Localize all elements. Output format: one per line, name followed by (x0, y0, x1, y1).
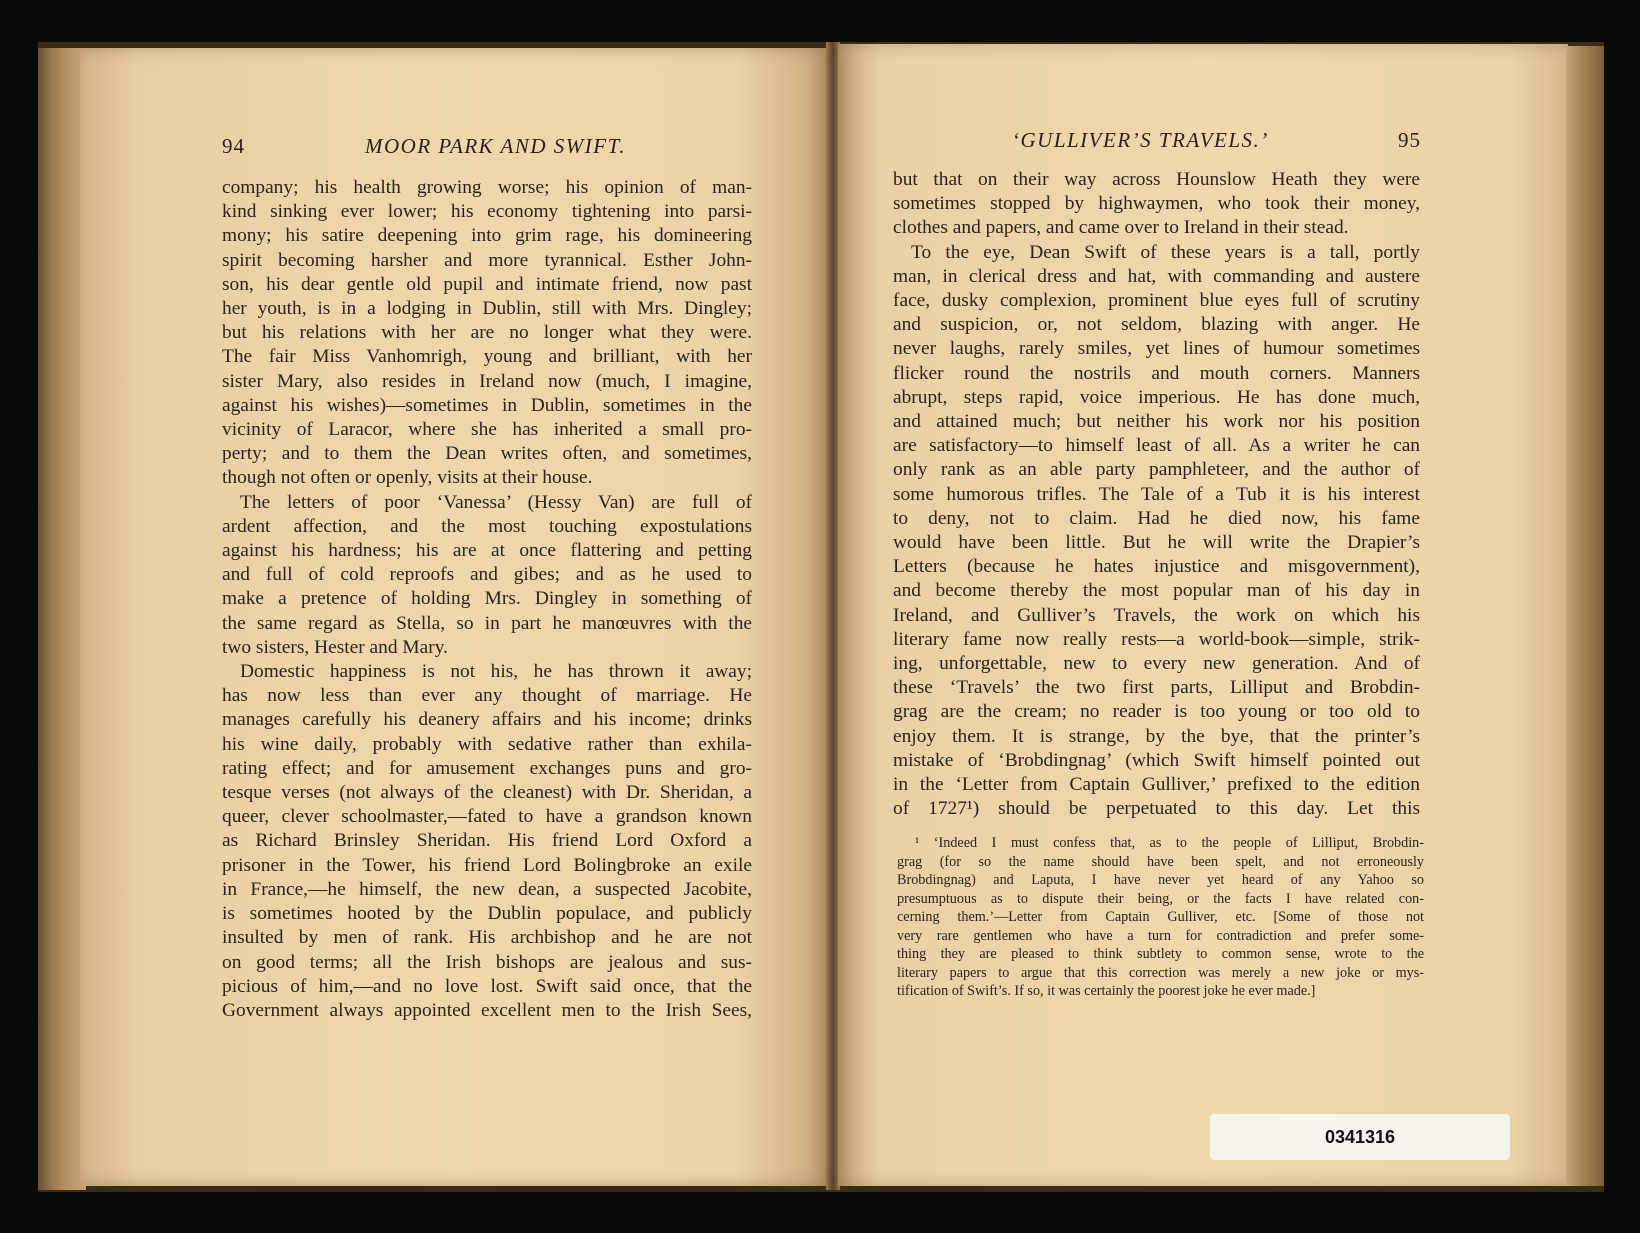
text-line: in the ‘Letter from Captain Gulliver,’ prefixed to the edition (893, 774, 1420, 796)
text-line: as Richard Brinsley Sheridan. His friend Lord Oxford a (222, 830, 752, 852)
text-line: these ‘Travels’ the two first parts, Lilliput and Brobdin- (893, 677, 1420, 699)
footnote-line: cerning them.’—Letter from Captain Gulliver, etc. [Some of those not (897, 909, 1424, 925)
right-running-head: ‘GULLIVER’S TRAVELS.’ (1012, 128, 1269, 152)
text-line: tesque verses (not always of the cleanest) with Dr. Sheridan, a (222, 782, 752, 804)
text-line: insulted by men of rank. His archbishop and he are not (222, 927, 752, 949)
text-line: flicker round the nostrils and mouth corners. Manners (893, 362, 1420, 384)
text-line: clothes and papers, and came over to Ireland in their stead. (893, 217, 1349, 239)
left-page-number: 94 (222, 134, 245, 158)
text-line: only rank as an able party pamphleteer, and the author of (893, 459, 1420, 481)
text-line: sister Mary, also resides in Ireland now (much, I imagine, (222, 370, 752, 392)
text-line: to deny, not to claim. Had he died now, his fame (893, 507, 1420, 529)
footnote (897, 834, 1424, 1001)
text-line: literary fame now really rests—a world-book—simple, strik- (893, 628, 1420, 650)
text-line: picious of him,—and no love lost. Swift said once, that the (222, 975, 752, 997)
text-line: the same regard as Stella, so in part he manœuvres with the (222, 612, 752, 634)
text-line: her youth, is in a lodging in Dublin, still with Mrs. Dingley; (222, 298, 752, 320)
text-line: queer, clever schoolmaster,—fated to have a grandson known (222, 806, 752, 828)
text-line: some humorous trifles. The Tale of a Tub it is his interest (893, 483, 1420, 505)
text-line: and become thereby the most popular man of his day in (893, 580, 1420, 602)
text-line: and suspicion, or, not seldom, blazing with anger. He (893, 314, 1420, 336)
text-line: but that on their way across Hounslow Heath they were (893, 169, 1420, 190)
text-line: vicinity of Laracor, where she has inherited a small pro- (222, 419, 752, 441)
left-page-edges (38, 48, 86, 1190)
right-page-number: 95 (1398, 128, 1421, 152)
footnote-line: presumptuous as to dispute their being, or the facts I have related con- (897, 890, 1424, 907)
text-line: son, his dear gentle old pupil and intimate friend, now past (222, 273, 752, 295)
text-line: company; his health growing worse; his opinion of man- (222, 177, 752, 198)
text-line: manages carefully his deanery affairs and his income; drinks (222, 709, 752, 731)
text-line: Domestic happiness is not his, he has thrown it away; (240, 661, 752, 683)
text-line: on good terms; all the Irish bishops are jealous and sus- (222, 951, 752, 973)
text-line: would have been little. But he will write the Drapier’s (893, 532, 1420, 554)
text-line: Government always appointed excellent men to the Irish Sees, (222, 999, 752, 1021)
text-line: and full of cold reproofs and gibes; and as he used to (222, 564, 752, 586)
footnote-line: grag (for so the name should have been spelt, and not erroneously (897, 853, 1424, 870)
text-line: ardent affection, and the most touching expostulations (222, 515, 752, 537)
text-line: mistake of ‘Brobdingnag’ (which Swift himself pointed out (893, 749, 1420, 771)
right-page-edges (1566, 46, 1604, 1186)
right-body-text (893, 168, 1420, 821)
text-line: perty; and to them the Dean writes often, and sometimes, (222, 443, 752, 465)
barcode-number: 0341316 (1324, 1126, 1396, 1147)
footnote-line: very rare gentlemen who have a turn for contradiction and prefer some- (897, 927, 1424, 944)
catalog-label (1210, 1114, 1510, 1160)
text-line: Ireland, and Gulliver’s Travels, the work on which his (893, 604, 1420, 626)
text-line: two sisters, Hester and Mary. (222, 636, 448, 658)
text-line: though not often or openly, visits at their house. (222, 467, 593, 489)
text-line: has now less than ever any thought of marriage. He (222, 685, 752, 707)
footnote-line: thing they are pleased to think subtlety to common sense, wrote to the (897, 946, 1424, 962)
text-line: face, dusky complexion, prominent blue eyes full of scrutiny (893, 290, 1420, 312)
text-line: kind sinking ever lower; his economy tightening into parsi- (222, 201, 752, 223)
text-line: abrupt, steps rapid, voice imperious. He has done much, (893, 386, 1420, 408)
text-line: sometimes stopped by highwaymen, who took their money, (893, 193, 1420, 215)
text-line: Letters (because he hates injustice and misgovernment), (893, 556, 1420, 578)
footnote-line: ¹ ‘Indeed I must confess that, as to the people of Lilliput, Brobdin- (915, 835, 1424, 851)
text-line: The fair Miss Vanhomrigh, young and brilliant, with her (222, 346, 752, 368)
text-line: make a pretence of holding Mrs. Dingley in something of (222, 588, 752, 610)
text-line: grag are the cream; no reader is too young or too old to (893, 701, 1420, 723)
text-line: enjoy them. It is strange, by the bye, that the printer’s (893, 725, 1420, 747)
text-line: prisoner in the Tower, his friend Lord Bolingbroke an exile (222, 854, 752, 876)
text-line: against his wishes)—sometimes in Dublin, sometimes in the (222, 394, 752, 416)
text-line: ing, unforgettable, new to every new generation. And of (893, 653, 1420, 675)
text-line: are satisfactory—to himself least of all. As a writer he can (893, 435, 1420, 457)
left-running-head: MOOR PARK AND SWIFT. (365, 134, 626, 158)
text-line: The letters of poor ‘Vanessa’ (Hessy Van) are full of (240, 491, 752, 513)
text-line: To the eye, Dean Swift of these years is a tall, portly (911, 241, 1420, 263)
text-line: man, in clerical dress and hat, with commanding and austere (893, 265, 1420, 287)
text-line: never laughs, rarely smiles, yet lines of humour sometimes (893, 338, 1420, 360)
text-line: his wine daily, probably with sedative rather than exhila- (222, 733, 752, 755)
text-line: spirit becoming harsher and more tyrannical. Esther John- (222, 249, 752, 271)
footnote-line: tification of Swift’s. If so, it was certainly the poorest joke he ever made.] (897, 983, 1316, 999)
left-body-text (222, 176, 752, 1023)
footnote-line: Brobdingnag) and Laputa, I have never yet heard of any Yahoo so (897, 872, 1424, 888)
text-line: is sometimes hooted by the Dublin populace, and publicly (222, 903, 752, 925)
text-line: and attained much; but neither his work nor his position (893, 411, 1420, 433)
text-line: of 1727¹) should be perpetuated to this day. Let this (893, 798, 1420, 820)
text-line: in France,—he himself, the new dean, a suspected Jacobite, (222, 878, 752, 900)
text-line: mony; his satire deepening into grim rage, his domineering (222, 225, 752, 247)
footnote-line: literary papers to argue that this correction was merely a new joke or mys- (897, 964, 1424, 981)
text-line: rating effect; and for amusement exchanges puns and gro- (222, 757, 752, 779)
text-line: against his hardness; his are at once flattering and petting (222, 540, 752, 562)
text-line: but his relations with her are no longer what they were. (222, 322, 752, 344)
